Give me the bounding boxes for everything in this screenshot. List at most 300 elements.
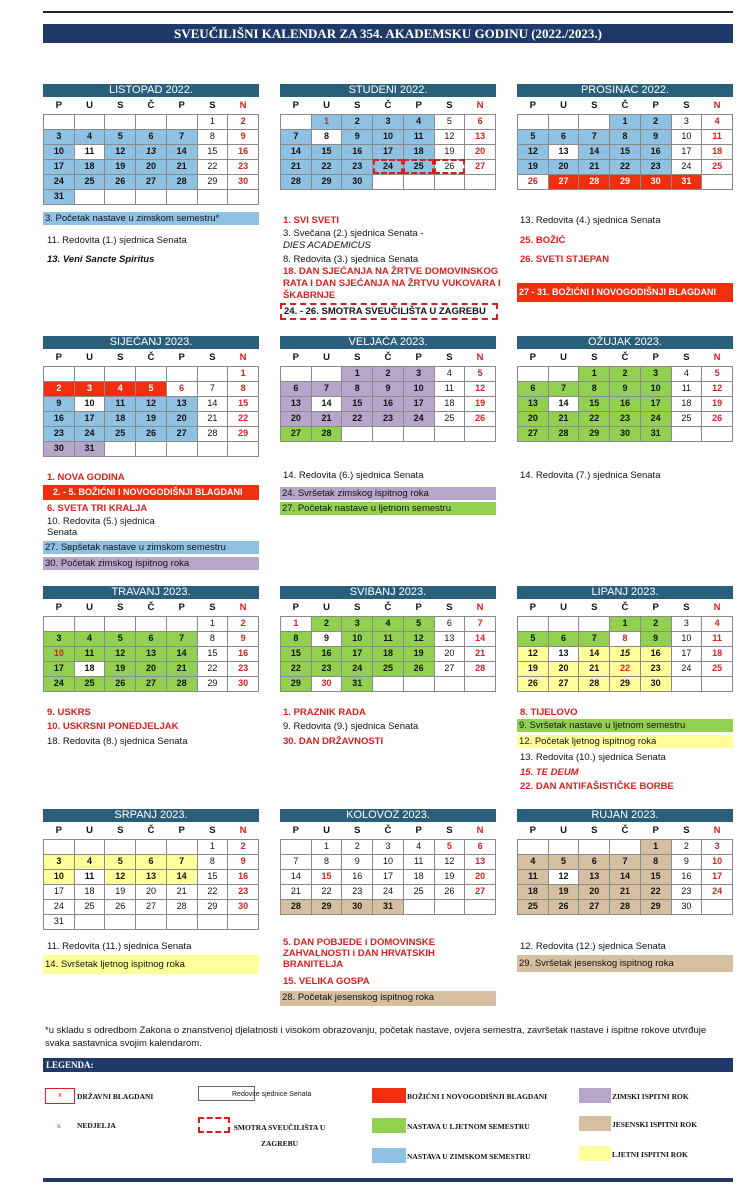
legend-ljetna: NASTAVA U LJETNOM SEMESTRU <box>407 1122 530 1131</box>
day-cell: 28 <box>166 174 197 189</box>
empty-cell <box>579 114 610 129</box>
month-grid <box>280 349 496 442</box>
day-cell: 27 <box>518 426 549 441</box>
day-cell: 20 <box>548 159 579 174</box>
day-cell: 17 <box>373 144 404 159</box>
day-cell: 7 <box>548 381 579 396</box>
day-cell: 28 <box>281 174 312 189</box>
day-cell: 22 <box>610 661 641 676</box>
empty-cell <box>166 189 197 204</box>
weekday-label: S <box>209 351 216 363</box>
day-cell: 10 <box>640 381 671 396</box>
day-cell: 18 <box>403 869 434 884</box>
day-cell: 13 <box>166 396 197 411</box>
weekday-label: U <box>560 601 567 613</box>
legend-swatch-zimski-rok <box>579 1088 611 1103</box>
note-senat: 13. Redovita (10.) sjednica Senata <box>520 752 666 763</box>
weekday-label: S <box>209 824 216 836</box>
weekday-label: S <box>354 601 361 613</box>
day-cell: 9 <box>671 854 702 869</box>
empty-cell <box>74 189 105 204</box>
day-cell: 30 <box>671 899 702 914</box>
empty-cell <box>434 174 465 189</box>
day-cell: 4 <box>702 114 733 129</box>
day-cell: 2 <box>228 616 259 631</box>
day-cell: 23 <box>228 159 259 174</box>
weekday-label: P <box>415 99 422 111</box>
day-cell: 29 <box>197 676 228 691</box>
day-cell: 29 <box>197 899 228 914</box>
weekday-label: S <box>209 99 216 111</box>
day-cell: 7 <box>166 854 197 869</box>
day-cell: 5 <box>548 854 579 869</box>
day-cell: 22 <box>579 411 610 426</box>
day-cell: 12 <box>548 869 579 884</box>
day-cell: 14 <box>311 396 342 411</box>
weekday-label: U <box>560 351 567 363</box>
empty-cell <box>197 189 228 204</box>
weekday-label: N <box>476 824 484 836</box>
empty-cell <box>702 426 733 441</box>
weekday-label: Č <box>621 601 629 613</box>
day-cell: 26 <box>105 676 136 691</box>
empty-cell <box>548 366 579 381</box>
day-cell: 4 <box>373 616 404 631</box>
day-cell: 22 <box>311 884 342 899</box>
weekday-label: N <box>713 99 721 111</box>
empty-cell <box>166 366 197 381</box>
note-senat: 11. Redovita (11.) sjednica Senata <box>47 941 192 952</box>
day-cell: 14 <box>166 144 197 159</box>
day-cell: 14 <box>579 646 610 661</box>
day-cell: 22 <box>281 661 312 676</box>
day-cell: 26 <box>434 159 465 174</box>
day-cell: 3 <box>373 839 404 854</box>
legend-redovite: Redovite sjednice Senata <box>232 1091 312 1098</box>
day-cell: 7 <box>197 381 228 396</box>
empty-cell <box>434 899 465 914</box>
day-cell: 19 <box>105 884 136 899</box>
day-cell: 18 <box>74 661 105 676</box>
day-cell: 17 <box>403 396 434 411</box>
day-cell: 29 <box>228 426 259 441</box>
weekday-label: Č <box>147 601 155 613</box>
weekday-label: U <box>323 351 330 363</box>
day-cell: 21 <box>281 159 312 174</box>
day-cell: 30 <box>342 899 373 914</box>
note-senat: 9. Redovita (9.) sjednica Senata <box>283 721 419 732</box>
day-cell: 13 <box>465 854 496 869</box>
day-cell: 30 <box>610 426 641 441</box>
day-cell: 28 <box>166 676 197 691</box>
day-cell: 5 <box>105 129 136 144</box>
weekday-label: S <box>117 351 124 363</box>
day-cell: 6 <box>518 381 549 396</box>
day-cell: 12 <box>434 129 465 144</box>
note-dies: DIES ACADEMICUS <box>283 240 371 251</box>
note-senat: 11. Redovita (1.) sjednica Senata <box>47 235 187 246</box>
day-cell: 12 <box>105 646 136 661</box>
note-dan-drzavnosti: 30. DAN DRŽAVNOSTI <box>283 736 384 747</box>
day-cell: 5 <box>434 114 465 129</box>
day-cell: 21 <box>197 411 228 426</box>
day-cell: 24 <box>44 174 75 189</box>
empty-cell <box>105 441 136 456</box>
weekday-label: S <box>354 824 361 836</box>
day-cell: 14 <box>166 869 197 884</box>
day-cell: 3 <box>671 114 702 129</box>
day-cell: 13 <box>518 396 549 411</box>
month-6 <box>43 586 259 692</box>
day-cell: 15 <box>197 869 228 884</box>
day-cell: 21 <box>579 661 610 676</box>
day-cell: 27 <box>136 174 167 189</box>
month-grid <box>43 599 259 692</box>
note-senat: 14. Redovita (6.) sjednica Senata <box>283 470 424 481</box>
day-cell: 20 <box>166 411 197 426</box>
weekday-label: Č <box>384 824 392 836</box>
day-cell: 8 <box>281 631 312 646</box>
weekday-label: N <box>476 99 484 111</box>
day-cell: 18 <box>518 884 549 899</box>
day-cell: 6 <box>465 114 496 129</box>
day-cell: 27 <box>548 676 579 691</box>
weekday-label: S <box>446 351 453 363</box>
day-cell: 23 <box>342 159 373 174</box>
day-cell: 7 <box>166 129 197 144</box>
day-cell: 12 <box>518 144 549 159</box>
note-uskrs: 9. USKRS <box>47 707 91 718</box>
day-cell: 7 <box>281 854 312 869</box>
day-cell: 27 <box>579 899 610 914</box>
day-cell: 29 <box>610 174 641 189</box>
day-cell: 23 <box>610 411 641 426</box>
month-header: SVIBANJ 2023. <box>280 586 496 599</box>
day-cell: 3 <box>373 114 404 129</box>
note-senat: 12. Redovita (12.) sjednica Senata <box>520 941 666 952</box>
note-antifasisticke: 22. DAN ANTIFAŠISTIČKE BORBE <box>520 781 674 792</box>
empty-cell <box>228 914 259 929</box>
month-4 <box>280 336 496 442</box>
day-cell: 24 <box>702 884 733 899</box>
day-cell: 17 <box>44 159 75 174</box>
day-cell: 18 <box>702 646 733 661</box>
day-cell: 23 <box>342 884 373 899</box>
month-5 <box>517 336 733 442</box>
day-cell: 15 <box>311 144 342 159</box>
weekday-label: P <box>55 99 63 111</box>
day-cell: 15 <box>640 869 671 884</box>
day-cell: 9 <box>228 631 259 646</box>
day-cell: 1 <box>610 114 641 129</box>
legend-drzavni: DRŽAVNI BLAGDANI <box>77 1092 154 1101</box>
day-cell: 15 <box>342 396 373 411</box>
weekday-label: S <box>683 824 690 836</box>
weekday-label: P <box>415 824 422 836</box>
day-cell: 4 <box>702 616 733 631</box>
day-cell: 27 <box>136 676 167 691</box>
empty-cell <box>136 441 167 456</box>
day-cell: 26 <box>136 426 167 441</box>
weekday-label: Č <box>147 351 155 363</box>
day-cell: 4 <box>74 129 105 144</box>
day-cell: 5 <box>518 631 549 646</box>
month-9 <box>43 809 259 930</box>
day-cell: 21 <box>166 661 197 676</box>
day-cell: 11 <box>105 396 136 411</box>
day-cell: 27 <box>166 426 197 441</box>
day-cell: 26 <box>434 884 465 899</box>
day-cell: 9 <box>228 129 259 144</box>
empty-cell <box>105 914 136 929</box>
day-cell: 1 <box>281 616 312 631</box>
day-cell: 2 <box>228 114 259 129</box>
weekday-label: U <box>323 99 330 111</box>
day-cell: 19 <box>136 411 167 426</box>
day-cell: 27 <box>465 159 496 174</box>
empty-cell <box>105 616 136 631</box>
day-cell: 11 <box>702 129 733 144</box>
note-blagdani: 27 - 31. BOŽIĆNI I NOVOGODIŠNJI BLAGDANI <box>517 283 733 302</box>
weekday-label: S <box>446 99 453 111</box>
month-1 <box>280 84 496 190</box>
day-cell: 9 <box>610 381 641 396</box>
day-cell: 18 <box>434 396 465 411</box>
day-cell: 3 <box>702 839 733 854</box>
day-cell: 27 <box>548 174 579 189</box>
note-dan-pobjede: 5. DAN POBJEDE i DOMOVINSKE ZAHVALNOSTI i DAN HRVATSKIH BRANITELJA <box>283 937 436 970</box>
weekday-label: S <box>591 824 598 836</box>
empty-cell <box>44 114 75 129</box>
day-cell: 2 <box>373 366 404 381</box>
day-cell: 21 <box>311 411 342 426</box>
day-cell: 18 <box>671 396 702 411</box>
day-cell: 11 <box>403 854 434 869</box>
day-cell: 26 <box>702 411 733 426</box>
empty-cell <box>373 676 404 691</box>
empty-cell <box>465 899 496 914</box>
note-vukovar: 18. DAN SJEĆANJA NA ŽRTVE DOMOVINSKOG RATA I DAN SJEĆANJA NA ŽRTVU VUKOVARA I ŠKABRNJE <box>283 266 501 301</box>
weekday-label: N <box>239 824 247 836</box>
day-cell: 7 <box>610 854 641 869</box>
day-cell: 31 <box>342 676 373 691</box>
day-cell: 22 <box>311 159 342 174</box>
day-cell: 19 <box>702 396 733 411</box>
month-grid <box>517 599 733 692</box>
day-cell: 25 <box>702 159 733 174</box>
weekday-label: S <box>591 351 598 363</box>
day-cell: 5 <box>702 366 733 381</box>
note-tri-kralja: 6. SVETA TRI KRALJA <box>47 503 148 514</box>
day-cell: 2 <box>342 114 373 129</box>
day-cell: 2 <box>44 381 75 396</box>
day-cell: 22 <box>197 661 228 676</box>
day-cell: 10 <box>373 854 404 869</box>
month-header: SRPANJ 2023. <box>43 809 259 822</box>
day-cell: 8 <box>342 381 373 396</box>
day-cell: 25 <box>74 899 105 914</box>
note-senat: 18. Redovita (8.) sjednica Senata <box>47 736 188 747</box>
day-cell: 26 <box>403 661 434 676</box>
day-cell: 13 <box>548 144 579 159</box>
day-cell: 6 <box>548 631 579 646</box>
day-cell: 21 <box>465 646 496 661</box>
empty-cell <box>465 676 496 691</box>
empty-cell <box>74 839 105 854</box>
legend-smotra: SMOTRA SVEUČILIŠTA U ZAGREBU <box>233 1123 326 1148</box>
legend-swatch-ljetni-rok <box>579 1146 611 1161</box>
day-cell: 22 <box>197 884 228 899</box>
weekday-label: S <box>354 99 361 111</box>
day-cell: 14 <box>579 144 610 159</box>
day-cell: 2 <box>228 839 259 854</box>
weekday-label: U <box>323 824 330 836</box>
day-cell: 5 <box>465 366 496 381</box>
empty-cell <box>197 914 228 929</box>
day-cell: 16 <box>671 869 702 884</box>
day-cell: 11 <box>74 869 105 884</box>
day-cell: 22 <box>342 411 373 426</box>
day-cell: 2 <box>640 616 671 631</box>
day-cell: 24 <box>373 159 404 174</box>
day-cell: 10 <box>74 396 105 411</box>
weekday-label: S <box>446 824 453 836</box>
day-cell: 17 <box>640 396 671 411</box>
day-cell: 6 <box>136 631 167 646</box>
day-cell: 6 <box>548 129 579 144</box>
weekday-label: U <box>86 601 93 613</box>
weekday-label: P <box>415 601 422 613</box>
weekday-label: P <box>652 824 659 836</box>
weekday-label: P <box>415 351 422 363</box>
day-cell: 14 <box>465 631 496 646</box>
weekday-label: Č <box>621 99 629 111</box>
day-cell: 31 <box>671 174 702 189</box>
day-cell: 8 <box>197 854 228 869</box>
day-cell: 19 <box>434 144 465 159</box>
empty-cell <box>434 426 465 441</box>
day-cell: 28 <box>465 661 496 676</box>
day-cell: 21 <box>579 159 610 174</box>
legend-swatch-bozicni <box>372 1088 406 1103</box>
month-grid <box>280 599 496 692</box>
weekday-label: P <box>529 99 537 111</box>
day-cell: 3 <box>44 631 75 646</box>
empty-cell <box>74 114 105 129</box>
day-cell: 30 <box>228 174 259 189</box>
day-cell: 19 <box>518 661 549 676</box>
weekday-label: P <box>292 824 300 836</box>
empty-cell <box>548 839 579 854</box>
empty-cell <box>518 616 549 631</box>
day-cell: 26 <box>105 174 136 189</box>
day-cell: 31 <box>44 914 75 929</box>
empty-cell <box>105 366 136 381</box>
empty-cell <box>44 366 75 381</box>
weekday-label: P <box>529 351 537 363</box>
weekday-label: N <box>239 601 247 613</box>
day-cell: 1 <box>342 366 373 381</box>
weekday-label: Č <box>384 601 392 613</box>
note-zimski-rok-end: 24. Svršetak zimskog ispitnog roka <box>280 487 496 500</box>
day-cell: 15 <box>197 144 228 159</box>
note-zimska-start: 3. Početak nastave u zimskom semestru* <box>43 212 259 225</box>
day-cell: 24 <box>342 661 373 676</box>
day-cell: 14 <box>281 869 312 884</box>
day-cell: 10 <box>671 631 702 646</box>
day-cell: 23 <box>373 411 404 426</box>
day-cell: 20 <box>136 884 167 899</box>
empty-cell <box>518 839 549 854</box>
month-header: KOLOVOZ 2023. <box>280 809 496 822</box>
legend-x-mark: x <box>57 1121 61 1130</box>
day-cell: 16 <box>311 646 342 661</box>
note-tijelovo: 8. TIJELOVO <box>520 707 578 718</box>
day-cell: 17 <box>671 646 702 661</box>
day-cell: 19 <box>105 159 136 174</box>
weekday-label: N <box>239 351 247 363</box>
legend-swatch-ljetna <box>372 1118 406 1133</box>
day-cell: 2 <box>311 616 342 631</box>
day-cell: 1 <box>640 839 671 854</box>
day-cell: 28 <box>311 426 342 441</box>
weekday-label: P <box>652 99 659 111</box>
day-cell: 11 <box>702 631 733 646</box>
day-cell: 4 <box>74 631 105 646</box>
day-cell: 31 <box>373 899 404 914</box>
month-header: OŽUJAK 2023. <box>517 336 733 349</box>
empty-cell <box>44 616 75 631</box>
day-cell: 29 <box>579 426 610 441</box>
weekday-label: Č <box>147 824 155 836</box>
day-cell: 31 <box>640 426 671 441</box>
empty-cell <box>136 839 167 854</box>
empty-cell <box>136 914 167 929</box>
day-cell: 20 <box>465 869 496 884</box>
day-cell: 1 <box>579 366 610 381</box>
day-cell: 3 <box>671 616 702 631</box>
day-cell: 9 <box>342 129 373 144</box>
month-header: RUJAN 2023. <box>517 809 733 822</box>
legend-swatch-smotra <box>198 1117 230 1133</box>
day-cell: 4 <box>105 381 136 396</box>
empty-cell <box>166 616 197 631</box>
note-smotra: 24. - 26. SMOTRA SVEUČILIŠTA U ZAGREBU <box>280 303 498 320</box>
day-cell: 8 <box>228 381 259 396</box>
month-grid <box>280 822 496 915</box>
day-cell: 10 <box>373 129 404 144</box>
day-cell: 12 <box>518 646 549 661</box>
empty-cell <box>105 839 136 854</box>
day-cell: 27 <box>136 899 167 914</box>
day-cell: 17 <box>373 869 404 884</box>
day-cell: 24 <box>403 411 434 426</box>
day-cell: 16 <box>640 144 671 159</box>
day-cell: 28 <box>166 899 197 914</box>
day-cell: 7 <box>579 129 610 144</box>
day-cell: 19 <box>518 159 549 174</box>
day-cell: 25 <box>74 676 105 691</box>
month-header: STUDENI 2022. <box>280 84 496 97</box>
day-cell: 7 <box>281 129 312 144</box>
day-cell: 24 <box>671 159 702 174</box>
day-cell: 8 <box>311 854 342 869</box>
day-cell: 30 <box>228 676 259 691</box>
empty-cell <box>373 426 404 441</box>
day-cell: 23 <box>671 884 702 899</box>
day-cell: 22 <box>610 159 641 174</box>
day-cell: 25 <box>702 661 733 676</box>
